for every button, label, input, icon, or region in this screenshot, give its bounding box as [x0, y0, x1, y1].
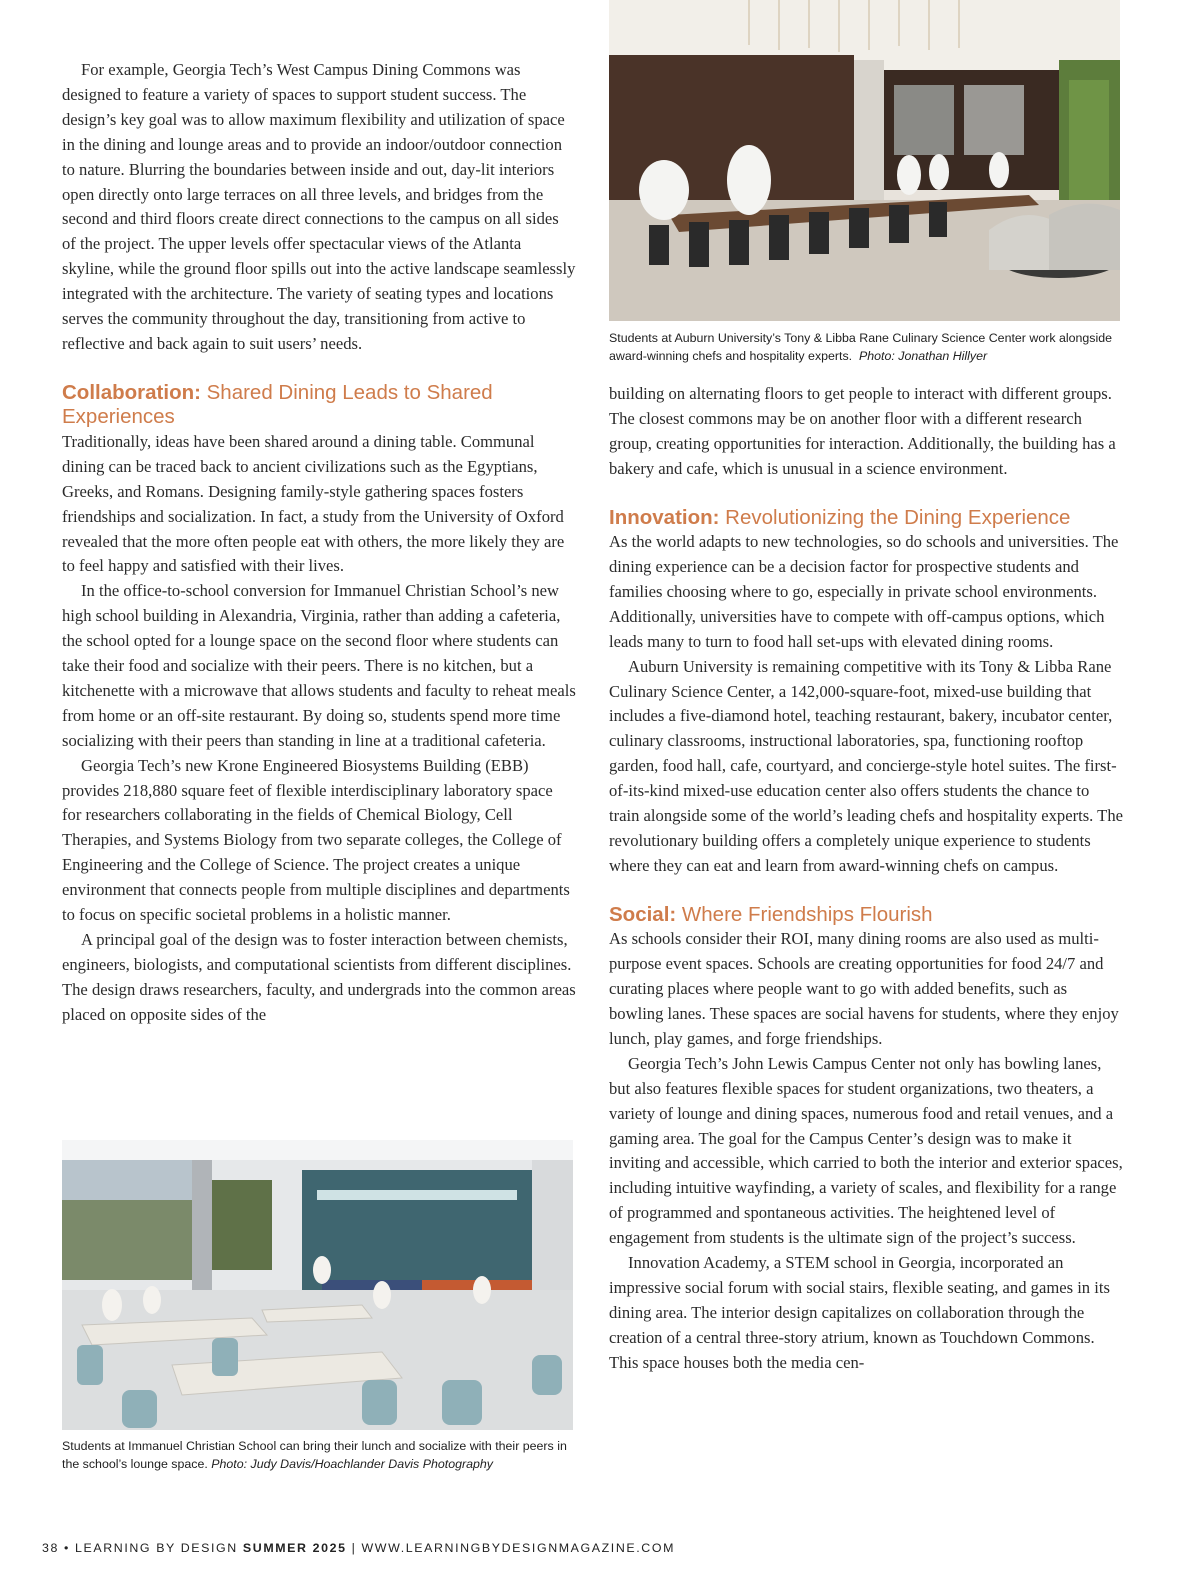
- paragraph: A principal goal of the design was to foster interaction between chemists, engineers, biologists, and computational scientists from different disciplines. The design draws researchers, faculty, and undergrads into the common areas placed on opposite sides of the: [62, 930, 576, 1024]
- paragraph: As schools consider their ROI, many dining rooms are also used as multi-purpose event spaces. Schools are creating opportunities for food 24/7 and curating places where people want to go with added benefits, such as bowling lanes. These spaces are social havens for students, where they enjoy lunch, play games, and forge friendships.: [609, 929, 1119, 1048]
- heading-rest: Revolutionizing the Dining Experience: [719, 505, 1071, 529]
- paragraph: In the office-to-school conversion for Immanuel Christian School’s new high school building in Alexandria, Virginia, rather than adding a cafeteria, the school opted for a lounge space on the second floor where students can take their food and socialize with their peers. There is no kitchen, but a kitchenette with a microwave that allows students and faculty to reheat meals from home or an off-site restaurant. By doing so, students spend more time socializing with their peers than standing in line at a traditional cafeteria.: [62, 581, 576, 750]
- caption-top-text: Students at Auburn University’s Tony & Libba Rane Culinary Science Center work alongside award-winning chefs and hospitality experts.: [609, 331, 1113, 364]
- paragraph: For example, Georgia Tech’s West Campus Dining Commons was designed to feature a variety of spaces to support student success. The design’s key goal was to allow maximum flexibility and utilization of space in the dining and lounge areas and to provide an indoor/outdoor connection to nature. Blurring the boundaries between inside and out, day-lit interiors open directly onto large terraces on all three levels, and bridges from the second and third floors create direct connections to the campus on all sides of the project. The upper levels offer spectacular views of the Atlanta skyline, while the ground floor spills out into the active landscape seamlessly integrated with the architecture. The variety of seating types and locations serves the community throughout the day, transitioning from active to reflective and back again to suit users’ needs.: [62, 60, 576, 353]
- caption-lounge-space: [62, 1437, 582, 1473]
- right-column: [609, 382, 1123, 1376]
- section-heading-innovation: [609, 506, 1123, 531]
- page-footer: [42, 1541, 675, 1555]
- footer-url: WWW.LEARNINGBYDESIGNMAGAZINE.COM: [361, 1541, 675, 1555]
- footer-separator: |: [351, 1541, 357, 1555]
- caption-bottom-credit: Photo: Judy Davis/Hoachlander Davis Photography: [211, 1457, 493, 1472]
- heading-bold: Collaboration:: [62, 380, 201, 404]
- heading-bold: Innovation:: [609, 505, 720, 529]
- section-heading-collaboration: [62, 381, 576, 430]
- photo-culinary-center: [609, 0, 1120, 321]
- section-heading-social: [609, 903, 1123, 928]
- paragraph: Georgia Tech’s new Krone Engineered Biosystems Building (EBB) provides 218,880 square feet of flexible interdisciplinary laboratory space for researchers collaborating in the fields of Chemical Biology, Cell Therapies, and Systems Biology from two separate colleges, the College of Engineering and the College of Science. The project creates a unique environment that connects people from multiple disciplines and departments to focus on specific societal problems in a holistic manner.: [62, 755, 570, 925]
- footer-issue: SUMMER 2025: [242, 1541, 347, 1555]
- paragraph: building on alternating floors to get people to interact with different groups. The closest commons may be on another floor with a different research group, creating opportunities for interaction. Additionally, the building has a bakery and cafe, which is unusual in a science environment.: [609, 384, 1116, 478]
- caption-top-credit: Photo: Jonathan Hillyer: [859, 349, 988, 364]
- paragraph: Innovation Academy, a STEM school in Georgia, incorporated an impressive social forum with social stairs, flexible seating, and games in its dining area. The interior design capitalizes on collaboration through the creation of a central three-story atrium, known as Touchdown Commons. This space houses both the media cen-: [609, 1253, 1110, 1372]
- paragraph: Auburn University is remaining competitive with its Tony & Libba Rane Culinary Science Center, a 142,000-square-foot, mixed-use building that includes a five-diamond hotel, teaching restaurant, bakery, incubator center, culinary classrooms, instructional laboratories, spa, functioning rooftop garden, food hall, cafe, courtyard, and concierge-style hotel suites. The first-of-its-kind mixed-use education center also offers students the chance to train alongside some of the world’s leading chefs and hospitality experts. The revolutionary building offers a completely unique experience to students where they can eat and learn from award-winning chefs on campus.: [609, 656, 1123, 875]
- caption-bottom-text: Students at Immanuel Christian School can bring their lunch and socialize with their peers in the school’s lounge space.: [62, 1439, 567, 1472]
- left-column: [62, 58, 576, 1028]
- paragraph: Traditionally, ideas have been shared around a dining table. Communal dining can be traced back to ancient civilizations such as the Egyptians, Greeks, and Romans. Designing family-style gathering spaces fosters friendships and socialization. In fact, a study from the University of Oxford revealed that the more often people eat with others, the more likely they are to feel happy and satisfied with their lives.: [62, 431, 565, 576]
- footer-magazine: 38 • LEARNING BY DESIGN: [42, 1541, 238, 1555]
- culinary-center-image: [609, 0, 1120, 321]
- heading-rest: Shared Dining Leads to Shared Experiences: [62, 380, 493, 429]
- heading-rest: Where Friendships Flourish: [676, 902, 933, 926]
- paragraph: Georgia Tech’s John Lewis Campus Center not only has bowling lanes, but also features flexible spaces for student organizations, two theaters, a variety of lounge and dining spaces, numerous food and retail venues, and a gaming area. The goal for the Campus Center’s design was to make it inviting and accessible, which carried to both the interior and exterior spaces, including intuitive wayfinding, a variety of scales, and flexibility for a range of programmed and spontaneous activities. The heightened level of engagement from students is the ultimate sign of the project’s success.: [609, 1053, 1123, 1248]
- caption-culinary-center: [609, 329, 1129, 365]
- heading-bold: Social:: [609, 902, 677, 926]
- photo-lounge-space: [62, 1140, 573, 1430]
- lounge-space-image: [62, 1140, 573, 1430]
- paragraph: As the world adapts to new technologies, so do schools and universities. The dining experience can be a decision factor for prospective students and families choosing where to go, especially in private school environments. Additionally, universities have to compete with off-campus options, which leads many to turn to food hall set-ups with elevated dining rooms.: [609, 532, 1119, 651]
